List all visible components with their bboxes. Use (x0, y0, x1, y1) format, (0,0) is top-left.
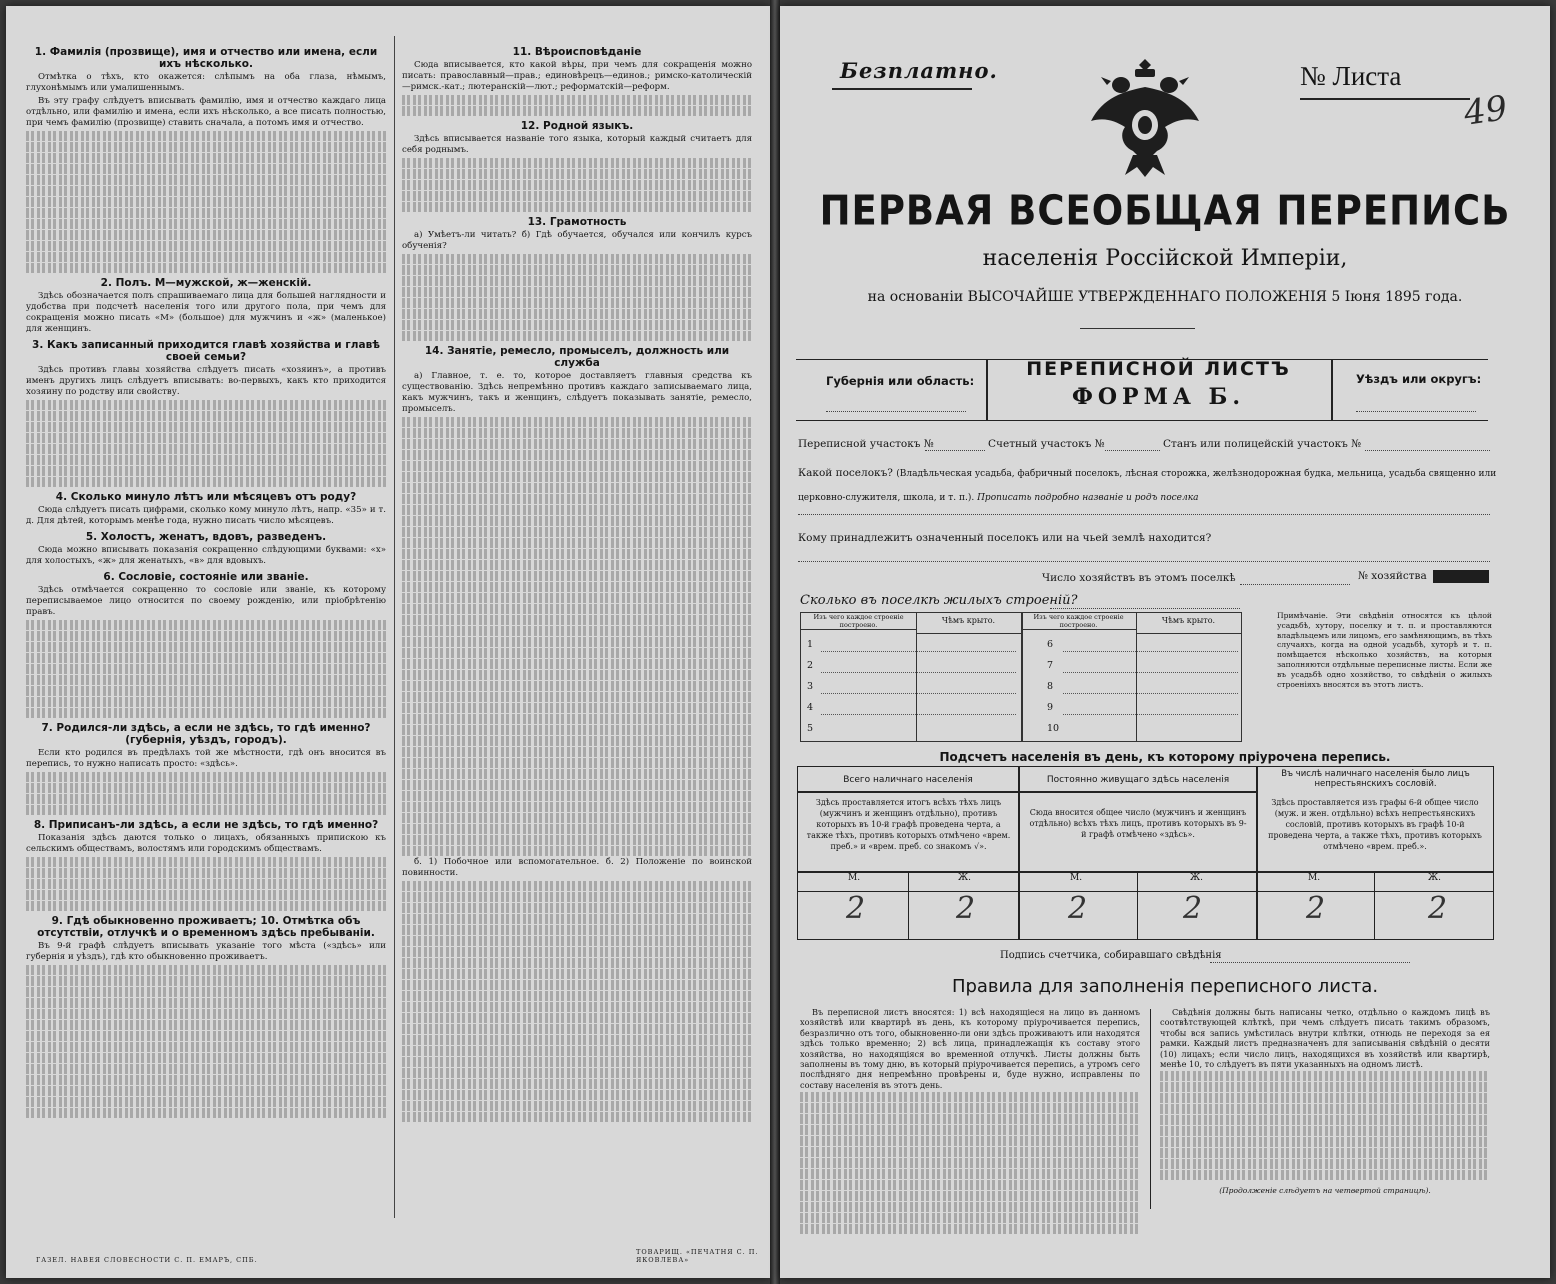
column-header: Изъ чего каждое строеніе построено. (1021, 613, 1136, 630)
section-heading: 7. Родился-ли здѣсь, а если не здѣсь, то гдѣ именно? (губернія, уѣздъ, городъ). (41, 722, 371, 746)
section-heading: 11. Вѣроисповѣданіе (512, 46, 642, 58)
section-7 (26, 722, 386, 815)
nonpeasant-male-value[interactable]: 2 (1306, 891, 1326, 926)
column-divider (394, 36, 395, 1218)
section-12 (402, 120, 752, 212)
permanent-female-value[interactable]: 2 (1183, 891, 1203, 926)
free-label: Безплатно. (840, 58, 998, 83)
section-text: Въ эту графу слѣдуетъ вписывать фамилію, имя и отчество каждаго лица отдѣльно, или фамилію и имена, если ихъ нѣсколько, а все писать полностью, при чемъ фамилію (прозвище) ставить сначала, а потомъ имя и отчество. (26, 96, 386, 128)
enumerator-signature-field[interactable] (1210, 962, 1410, 963)
building-row-number: 9 (1047, 702, 1054, 713)
count-column-description: Сюда вносится общее число (мужчинъ и женщинъ отдѣльно) всѣхъ тѣхъ лицъ, противъ которыхъ въ 9-й графѣ отмѣчено «здѣсь». (1029, 808, 1247, 839)
count-column-description: Здѣсь проставляется изъ графы 6-й общее число (муж. и жен. отдѣльно) всѣхъ непрестьянскихъ сословій, противъ которыхъ въ графѣ 10-й проведена черта, а также тѣхъ, противъ которыхъ отмѣчено «врем. преб.». (1268, 798, 1482, 851)
owner-question: Кому принадлежитъ означенный поселокъ или на чьей землѣ находится? (798, 532, 1212, 544)
section-text: б. 1) Побочное или вспомогательное. б. 2) Положеніе по воинской повинности. (402, 857, 752, 878)
count-column-header: Въ числѣ наличнаго населенія было лицъ непрестьянскихъ сословій. (1281, 769, 1470, 789)
stan-field[interactable] (1365, 450, 1490, 451)
left-column-b (402, 42, 752, 1238)
building-row-number: 10 (1047, 723, 1060, 734)
section-heading: 9. Гдѣ обыкновенно проживаетъ; 10. Отмѣтка объ отсутствіи, отлучкѣ и о временномъ здѣсь пребываніи. (37, 915, 375, 939)
handwritten-sheet-number: 49 (1461, 88, 1510, 134)
building-row-number: 8 (1047, 681, 1054, 692)
section-heading: 8. Приписанъ-ли здѣсь, а если не здѣсь, то гдѣ именно? (33, 819, 379, 831)
divider (1331, 360, 1333, 420)
section-text: Въ 9-й графѣ слѣдуетъ вписывать указаніе того мѣста («здѣсь» или губернія и уѣздъ), гдѣ кто обыкновенно проживаетъ. (26, 941, 386, 962)
building-row-number: 3 (807, 681, 814, 692)
nonpeasant-female-value[interactable]: 2 (1428, 891, 1448, 926)
section-heading: 3. Какъ записанный приходится главѣ хозяйства и главѣ своей семьи? (32, 339, 380, 363)
section-text: Сюда вписывается, кто какой вѣры, при чемъ для сокращенія можно писать: православный—прав.; единовѣрецъ—единов.; римско-католическій—римск.-кат.; лютеранскій—лют.; реформатскій—реформ. (402, 60, 752, 92)
left-column-a (26, 42, 386, 1238)
column-header: Чѣмъ крыто. (1136, 613, 1241, 634)
population-count-table (797, 766, 1494, 940)
section-text: Здѣсь обозначается полъ спрашиваемаго лица для большей наглядности и удобства при подсчетѣ населенія того или другого пола, при чемъ для сокращенія можно писать «М» (большое) для мужчинъ и «ж» (маленькое) для женщинъ. (26, 291, 386, 334)
settlement-label: Какой поселокъ? (798, 467, 893, 479)
subtitle-decree: на основаніи ВЫСОЧАЙШЕ УТВЕРЖДЕННАГО ПОЛОЖЕНІЯ 5 Іюня 1895 года. (867, 289, 1463, 305)
rules-text: Свѣдѣнія должны быть написаны четко, отдѣльно о каждомъ лицѣ въ соотвѣтствующей клѣткѣ, при чемъ слѣдуетъ писать такимъ образомъ, чтобы вся запись умѣстилась внутри клѣтки, отнюдь не переходя за ея рамки. Каждый листъ предназначенъ для записыванія свѣдѣній о десяти (10) лицахъ; если число лицъ, находящихся въ хозяйствѣ или квартирѣ, менѣе 10, то слѣдуетъ въ пяти указанныхъ на одномъ листѣ. (1160, 1007, 1490, 1070)
counting-district-field[interactable] (1105, 450, 1160, 451)
count-column-header: Постоянно живущаго здѣсь населенія (1046, 775, 1230, 785)
rules-title: Правила для заполненія переписного листа. (951, 976, 1379, 997)
section-heading: 1. Фамилія (прозвище), имя и отчество или имена, если ихъ нѣсколько. (34, 46, 378, 70)
gubernia-field[interactable] (826, 411, 966, 412)
household-number-redacted (1433, 570, 1489, 583)
section-text: а) Умѣетъ-ли читать? б) Гдѣ обучается, обучался или кончилъ курсъ обученія? (402, 230, 752, 251)
settlement-hint-2 (798, 493, 1198, 503)
section-text: Отмѣтка о тѣхъ, кто окажется: слѣпымъ на оба глаза, нѣмымъ, глухонѣмымъ или умалишеннымъ. (26, 72, 386, 93)
book-spine (770, 0, 780, 1284)
female-label: Ж. (958, 873, 971, 883)
section-text: Сюда слѣдуетъ писать цифрами, сколько кому минуло лѣтъ, напр. «35» и т. д. Для дѣтей, которымъ менѣе года, нужно писать число мѣсяцевъ. (26, 505, 386, 526)
buildings-table (800, 612, 1242, 742)
stan-label: Станъ или полицейскій участокъ № (1163, 438, 1362, 450)
sheet-number-label: № Листа (1300, 61, 1402, 91)
imprint-right: ТОВАРИЩ. «ПЕЧАТНЯ С. П. ЯКОВЛЕВА» (636, 1248, 759, 1264)
divider (1080, 328, 1195, 329)
section-heading: 5. Холостъ, женатъ, вдовъ, разведенъ. (85, 531, 327, 543)
building-row-number: 5 (807, 723, 814, 734)
section-heading: 2. Полъ. М—мужской, ж—женскій. (100, 277, 312, 289)
total-female-value[interactable]: 2 (956, 891, 976, 926)
section-5 (26, 531, 386, 567)
column-header: Чѣмъ крыто. (916, 613, 1021, 634)
imprint-left: ГАЗЕЛ. НАВЕЯ СЛОВЕСНОСТИ С. П. ЕМАРЪ, СПБ. (36, 1256, 258, 1264)
section-heading: 13. Грамотность (527, 216, 627, 228)
double-headed-eagle-emblem (1085, 51, 1205, 181)
building-row-number: 1 (807, 639, 814, 650)
section-4 (26, 491, 386, 527)
household-count-label: Число хозяйствъ въ этомъ поселкѣ (1042, 572, 1236, 584)
column-header: Изъ чего каждое строеніе построено. (801, 613, 916, 630)
section-1 (26, 46, 386, 273)
total-male-value[interactable]: 2 (846, 891, 866, 926)
household-count-field[interactable] (1240, 584, 1350, 585)
section-11 (402, 46, 752, 116)
population-count-heading: Подсчетъ населенія въ день, къ которому пріурочена перепись. (939, 750, 1391, 764)
uezd-label: Уѣздъ или округъ: (1356, 372, 1482, 386)
left-page (6, 6, 770, 1278)
page-title: ПЕРВАЯ ВСЕОБЩАЯ ПЕРЕПИСЬ (819, 186, 1511, 235)
settlement-hint: (Владѣльческая усадьба, фабричный поселокъ, лѣсная сторожка, желѣзнодорожная будка, мельница, усадьба священно или (896, 469, 1497, 479)
section-text: а) Главное, т. е. то, которое доставляетъ главныя средства къ существованію. Здѣсь непремѣнно противъ каждаго записываемаго лица, какъ мужчинъ, такъ и женщинъ, слѣдуетъ показывать занятіе, ремесло, промыселъ. (402, 371, 752, 414)
divider (986, 360, 988, 420)
building-row-number: 2 (807, 660, 814, 671)
enumerator-signature-label: Подпись счетчика, собиравшаго свѣдѣнія (1000, 950, 1222, 961)
section-text: Сюда можно вписывать показанія сокращенно слѣдующими буквами: «х» для холостыхъ, «ж» для женатыхъ, «в» для вдовыхъ. (26, 545, 386, 566)
section-8 (26, 819, 386, 911)
buildings-heading: Сколько въ поселкѣ жилыхъ строеній? (800, 593, 1078, 608)
settlement-hint-text: церковно-служителя, школа, и т. п.). (798, 493, 975, 503)
section-heading: 4. Сколько минуло лѣтъ или мѣсяцевъ отъ роду? (55, 491, 357, 503)
section-9-10 (26, 915, 386, 1118)
buildings-total-field[interactable] (1050, 608, 1240, 609)
counting-district-label: Счетный участокъ № (988, 438, 1105, 450)
section-6 (26, 571, 386, 718)
right-page (780, 6, 1550, 1278)
section-text: Здѣсь противъ главы хозяйства слѣдуетъ писать «хозяинъ», а противъ именъ другихъ лицъ слѣдуетъ вписывать: во-первыхъ, какъ кто приходится хозяину по родству или свойству. (26, 365, 386, 397)
section-text: Здѣсь отмѣчается сокращенно то сословіе или званіе, къ которому переписываемое лицо относится по своему рожденію, или пріобрѣтенію правъ. (26, 585, 386, 617)
count-column-description: Здѣсь проставляется итогъ всѣхъ тѣхъ лицъ (мужчинъ и женщинъ отдѣльно), противъ которыхъ въ 10-й графѣ проведена черта, а также тѣхъ, противъ которыхъ отмѣчено «врем. преб.» и «врем. преб. со знакомъ √». (806, 798, 1011, 851)
divider (1300, 98, 1470, 100)
building-row-number: 7 (1047, 660, 1054, 671)
settlement-hint-text-italic: Прописать подробно названіе и родъ поселка (977, 493, 1199, 503)
settlement-field[interactable] (798, 514, 1490, 515)
section-heading: 12. Родной языкъ. (520, 120, 634, 132)
subtitle: населенія Россійской Имперіи, (982, 246, 1348, 271)
form-header-box (796, 359, 1488, 421)
building-row-number: 6 (1047, 639, 1054, 650)
section-heading: 6. Сословіе, состояніе или званіе. (103, 571, 309, 583)
female-label: Ж. (1190, 873, 1203, 883)
section-13 (402, 216, 752, 341)
settlement-question (798, 467, 1496, 479)
section-heading: 14. Занятіе, ремесло, промыселъ, должность или служба (424, 345, 730, 369)
rules-text: Въ переписной листъ вносятся: 1) всѣ находящіеся на лицо въ данномъ хозяйствѣ или квартирѣ въ день, къ которому пріурочивается перепись, безразлично отъ того, обыкновенно-ли они здѣсь проживаютъ или находятся здѣсь только временно; 2) всѣ лица, принадлежащія къ составу этого хозяйства, но находящіяся во временной отлучкѣ. Листы должны быть заполнены въ тому дню, въ который пріурочивается перепись, а утромъ сего послѣдняго дня непремѣнно провѣрены и, буде нужно, исправлены по составу населенія въ этотъ день. (800, 1007, 1140, 1090)
household-number-label: № хозяйства (1358, 570, 1427, 582)
section-text: Показанія здѣсь даются только о лицахъ, обязанныхъ припискою къ сельскимъ обществамъ, волостямъ или городскимъ обществамъ. (26, 833, 386, 854)
buildings-note: Примѣчаніе. Эти свѣдѣнія относятся къ цѣлой усадьбѣ, хутору, поселку и т. п. и проставляются владѣльцемъ или лицомъ, его замѣняющимъ, въ тѣхъ случаяхъ, когда на одной усадьбѣ, хуторѣ и т. п. помѣщается нѣсколько хозяйствъ, на которыя заполняются отдѣльные переписные листы. Если же въ усадьбѣ одно хозяйство, то свѣдѣнія о жилыхъ строеніяхъ вносятся въ этотъ листъ. (1277, 611, 1492, 689)
uezd-field[interactable] (1356, 411, 1476, 412)
female-label: Ж. (1428, 873, 1441, 883)
section-text: Здѣсь вписывается названіе того языка, который каждый считаетъ для себя роднымъ. (402, 134, 752, 155)
male-label: М. (1070, 873, 1083, 883)
count-column-header: Всего наличнаго населенія (843, 775, 973, 785)
male-label: М. (1308, 873, 1321, 883)
form-label: ФОРМА Б. (1072, 384, 1245, 410)
building-row-number: 4 (807, 702, 814, 713)
gubernia-label: Губернія или область: (826, 374, 975, 388)
rules-left-column (800, 1007, 1140, 1257)
owner-field[interactable] (798, 561, 1490, 562)
list-title: ПЕРЕПИСНОЙ ЛИСТЪ (1026, 358, 1291, 380)
section-2 (26, 277, 386, 335)
section-14 (402, 345, 752, 1122)
rules-right-column (1160, 1007, 1490, 1257)
section-text: Если кто родился въ предѣлахъ той же мѣстности, гдѣ онъ вносится въ перепись, то нужно написать просто: «здѣсь». (26, 748, 386, 769)
census-district-label: Переписной участокъ № (798, 438, 934, 450)
section-3 (26, 339, 386, 487)
census-district-field[interactable] (925, 450, 985, 451)
male-label: М. (848, 873, 861, 883)
permanent-male-value[interactable]: 2 (1068, 891, 1088, 926)
rules-continuation-note: (Продолженіе слѣдуетъ на четвертой страницѣ). (1219, 1186, 1431, 1196)
divider (832, 88, 972, 90)
